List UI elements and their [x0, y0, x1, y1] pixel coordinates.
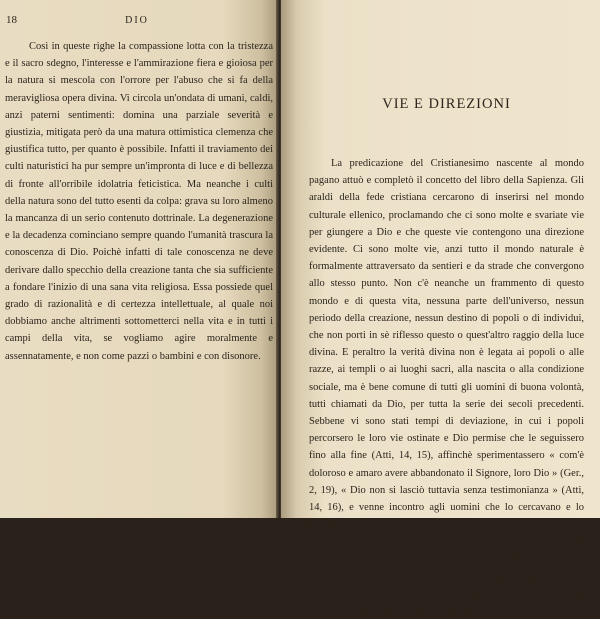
left-page-body	[5, 38, 273, 365]
running-head-title: DIO	[125, 15, 149, 26]
left-page	[0, 0, 278, 518]
left-running-head	[6, 14, 268, 28]
left-paragraph: Così in queste righe la compassione lotta con la tristezza e il sacro sdegno, l'interesse e l'ammirazione fiera e gioiosa per la natura si mescola con l'orrore per l'abuso che si fa della meravigliosa opera divina. Vi circola un'ondata di umani, caldi, anzi paterni sentimenti: domina una parziale severità e giustizia, mitigata però da una matura ottimistica clemenza che giustifica tutto, per quanto è possibile. Infatti il traviamento dei culti naturistici ha pur sempre un'impronta di luce e di bellezza di fronte all'orribile idolatria feticistica. Ma neanche i culti della natura sono del tutto esenti da colpa: grava su loro almeno la mancanza di un serio contenuto dottrinale. La degenerazione e la decadenza cominciano sempre quando l'umanità trascura la conoscenza di Dio. Poichè infatti di tale conoscenza ne deve derivare dallo specchio della creazione tanta che sia sufficiente a fondare l'inizio di una sana vita religiosa. Essa possiede quel grado di razionalità e di certezza intellettuale, al quale noi dobbiamo anche altrimenti sottometterci nella vita e in tutti i campi della vita, se vogliamo agire moralmente e assennatamente, e non come pazzi o bambini e con disonore.	[5, 41, 273, 362]
right-paragraph-2: E perciò si può dire veramente che esistono delle direzioni e che le vie di questo mondo tendono letteralmente a Dio. C'è in questa via come un binario misterioso, quasi un'inclinazione, un'attrazione in un determinato senso, un impulso che travaglia il mondo dal principio alla fine. E questa via è tale che non vuole	[309, 536, 584, 617]
right-page-body	[309, 96, 584, 619]
right-page	[281, 0, 600, 617]
page-number: 18	[6, 14, 17, 26]
chapter-title: VIE E DIREZIONI	[382, 96, 511, 112]
right-paragraph-1: La predicazione del Cristianesimo nascente al mondo pagano attuò e completò il concetto del libro della Sapienza. Gli araldi della fede cristiana cercarono di inserirsi nel mondo culturale ellenico, proclamando che ci sono molte e svariate vie per giungere a Dio e che queste vie contengono una direzione evidente. Ci sono molte vie, anzi tutto il mondo naturale è formalmente attraversato da sentieri e da strade che convergono allo stesso punto. Non c'è neanche un frammento di questo mondo e di questa vita, nessuna parte dell'universo, nessun periodo della creazione, nessun destino di popoli o di individui, che non porti in sè riflesso questo o quest'altro raggio della luce divina. E peraltro la verità divina non è legata ai popoli o alle razze, ai templi o ai luoghi sacri, alla nascita o alla condizione sociale, ma è bene comune di tutti gli uomini di buona volontà, tutti chiamati da Dio, per tutta la serie dei secoli precedenti. Sebbene vi sono stati tempi di deviazione, in cui i popoli percorsero le loro vie ostinate e Dio permise che le seguissero fino alla fine (Atti, 14, 15), affinchè sperimentassero « com'è doloroso e amaro avere abbandonato il Signore, loro Dio » (Ger., 2, 19), « Dio non si lasciò tuttavia senza testimonianza » (Atti, 14, 16), e venne incontro agli uomini che lo cercavano e lo invocavano.	[309, 158, 584, 531]
